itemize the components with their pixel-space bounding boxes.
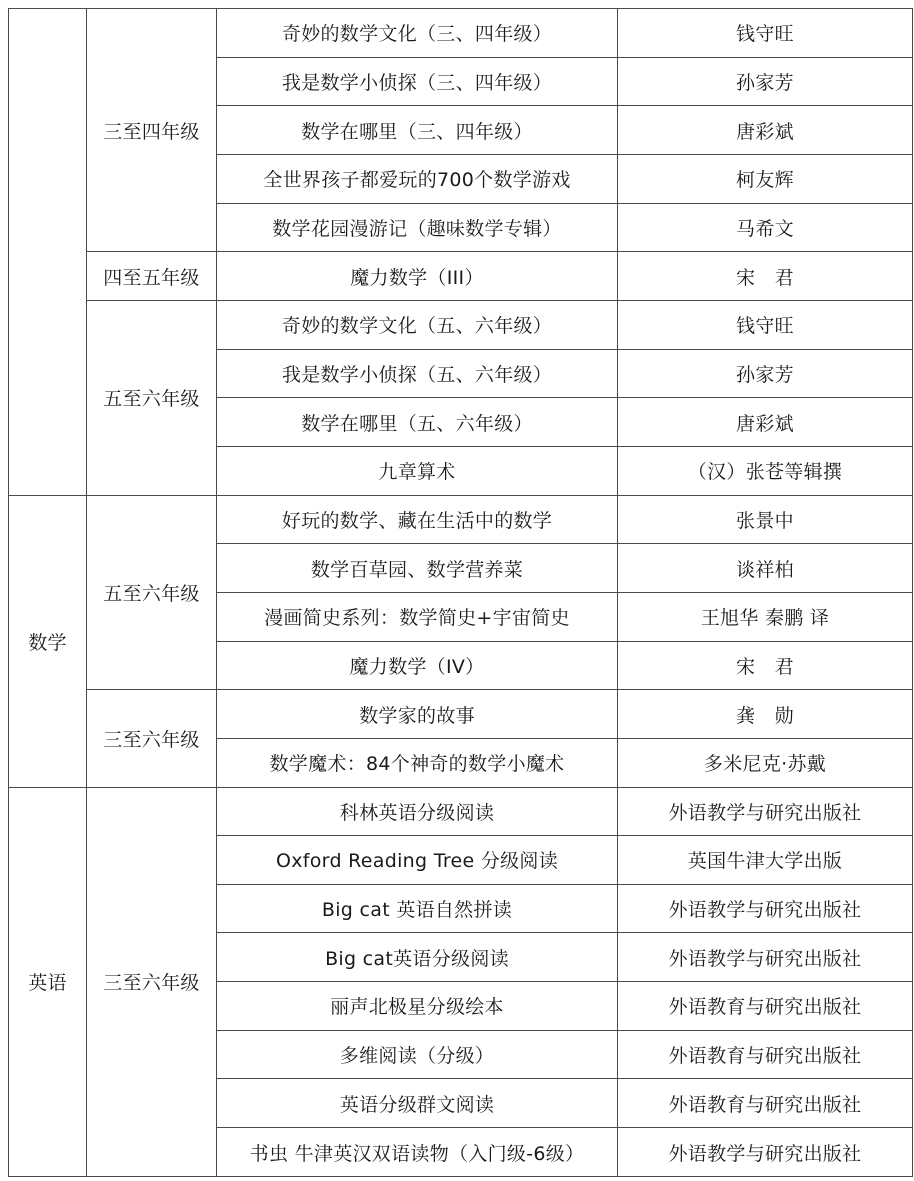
book-author: 张景中	[618, 495, 913, 544]
subject-cell: 数学	[9, 495, 87, 787]
book-title: 书虫 牛津英汉双语读物（入门级-6级）	[217, 1128, 618, 1177]
subject-cell	[9, 9, 87, 496]
table-row	[9, 787, 913, 836]
book-author: 宋 君	[618, 252, 913, 301]
book-author: 外语教学与研究出版社	[618, 884, 913, 933]
subject-cell: 英语	[9, 787, 87, 1177]
book-author: 柯友辉	[618, 154, 913, 203]
grade-cell: 三至四年级	[87, 9, 217, 252]
book-author: 外语教学与研究出版社	[618, 933, 913, 982]
grade-cell: 三至六年级	[87, 787, 217, 1177]
grade-cell: 五至六年级	[87, 495, 217, 690]
book-title: 数学花园漫游记（趣味数学专辑）	[217, 203, 618, 252]
book-title: 多维阅读（分级）	[217, 1030, 618, 1079]
book-title: 奇妙的数学文化（五、六年级）	[217, 300, 618, 349]
book-title: Big cat英语分级阅读	[217, 933, 618, 982]
book-author: 钱守旺	[618, 9, 913, 58]
book-title: 科林英语分级阅读	[217, 787, 618, 836]
table-row	[9, 9, 913, 58]
book-title: 英语分级群文阅读	[217, 1079, 618, 1128]
book-author: 唐彩斌	[618, 398, 913, 447]
book-title: 数学在哪里（三、四年级）	[217, 106, 618, 155]
book-author: 外语教育与研究出版社	[618, 1079, 913, 1128]
book-author: 英国牛津大学出版	[618, 836, 913, 885]
table-row	[9, 495, 913, 544]
table-row	[9, 300, 913, 349]
book-author: 多米尼克·苏戴	[618, 738, 913, 787]
book-author: 钱守旺	[618, 300, 913, 349]
book-title: 数学在哪里（五、六年级）	[217, 398, 618, 447]
book-author: 孙家芳	[618, 349, 913, 398]
book-author: 马希文	[618, 203, 913, 252]
grade-cell: 三至六年级	[87, 690, 217, 787]
table-row	[9, 690, 913, 739]
book-title: 数学魔术：84个神奇的数学小魔术	[217, 738, 618, 787]
grade-cell: 五至六年级	[87, 300, 217, 495]
book-title: 我是数学小侦探（三、四年级）	[217, 57, 618, 106]
book-author: 宋 君	[618, 641, 913, 690]
reading-list-table	[8, 8, 913, 1177]
table-body	[9, 9, 913, 1177]
book-author: （汉）张苍等辑撰	[618, 446, 913, 495]
book-title: 丽声北极星分级绘本	[217, 982, 618, 1031]
book-title: 数学百草园、数学营养菜	[217, 544, 618, 593]
book-author: 唐彩斌	[618, 106, 913, 155]
grade-cell: 四至五年级	[87, 252, 217, 301]
book-author: 外语教育与研究出版社	[618, 982, 913, 1031]
book-author: 外语教学与研究出版社	[618, 1128, 913, 1177]
book-title: 魔力数学（IV）	[217, 641, 618, 690]
book-author: 王旭华 秦鹏 译	[618, 592, 913, 641]
book-title: Big cat 英语自然拼读	[217, 884, 618, 933]
book-author: 外语教学与研究出版社	[618, 787, 913, 836]
book-title: 奇妙的数学文化（三、四年级）	[217, 9, 618, 58]
book-title: 好玩的数学、藏在生活中的数学	[217, 495, 618, 544]
book-title: Oxford Reading Tree 分级阅读	[217, 836, 618, 885]
book-title: 全世界孩子都爱玩的700个数学游戏	[217, 154, 618, 203]
book-author: 龚 勋	[618, 690, 913, 739]
table-row	[9, 252, 913, 301]
book-title: 九章算术	[217, 446, 618, 495]
book-title: 我是数学小侦探（五、六年级）	[217, 349, 618, 398]
book-title: 数学家的故事	[217, 690, 618, 739]
book-title: 漫画简史系列：数学简史+宇宙简史	[217, 592, 618, 641]
book-author: 谈祥柏	[618, 544, 913, 593]
book-author: 外语教育与研究出版社	[618, 1030, 913, 1079]
book-author: 孙家芳	[618, 57, 913, 106]
book-title: 魔力数学（III）	[217, 252, 618, 301]
